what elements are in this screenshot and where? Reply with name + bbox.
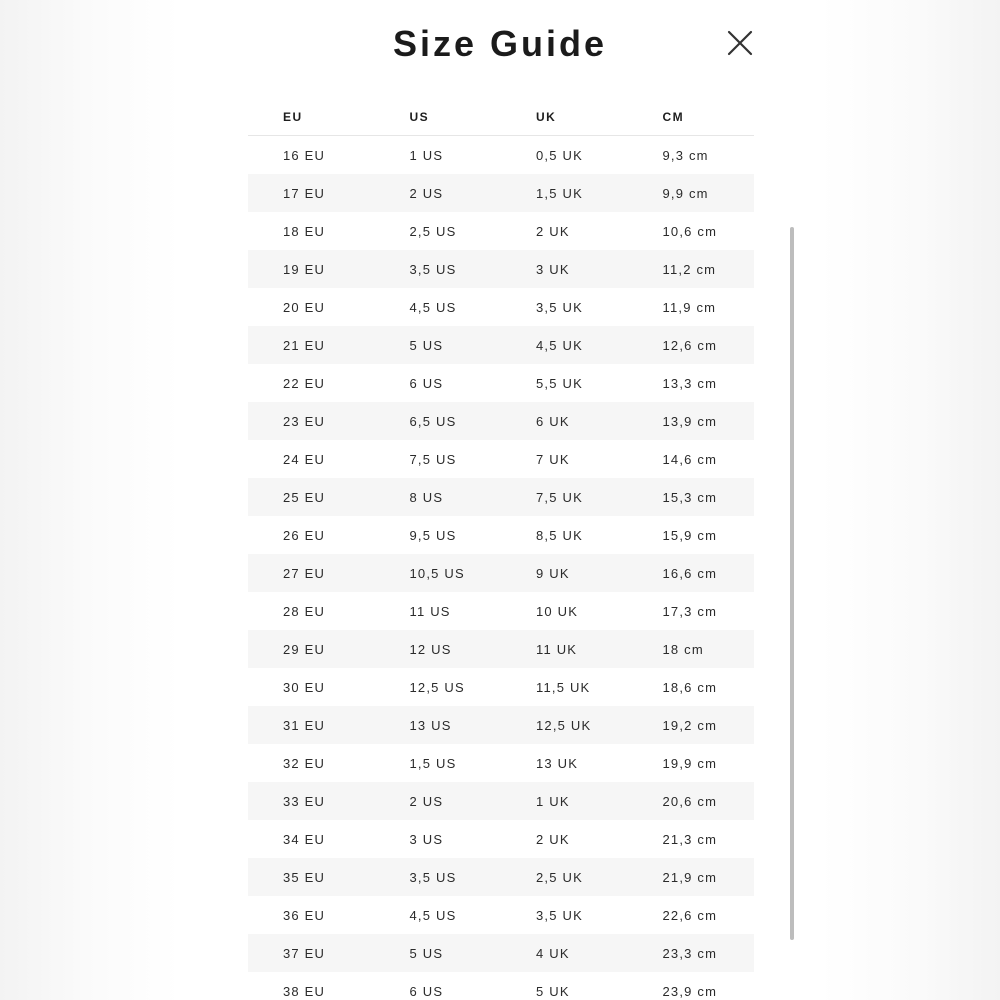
table-row bbox=[248, 174, 754, 212]
cell-uk: 2,5 UK bbox=[501, 858, 628, 896]
table-row bbox=[248, 326, 754, 364]
column-header-uk: UK bbox=[501, 98, 628, 136]
cell-uk: 10 UK bbox=[536, 603, 579, 619]
table-row bbox=[248, 440, 754, 478]
cell-us: 12,5 US bbox=[409, 679, 465, 695]
cell-uk: 11 UK bbox=[501, 630, 628, 668]
cell-uk: 3,5 UK bbox=[536, 907, 583, 923]
cell-us: 2 US bbox=[375, 174, 502, 212]
cell-uk: 2 UK bbox=[536, 831, 570, 847]
cell-eu: 22 EU bbox=[283, 375, 326, 391]
cell-uk: 6 UK bbox=[501, 402, 628, 440]
cell-eu: 19 EU bbox=[248, 250, 375, 288]
table-row bbox=[248, 706, 754, 744]
cell-us: 3,5 US bbox=[375, 858, 502, 896]
cell-us: 2,5 US bbox=[409, 223, 457, 239]
cell-eu: 32 EU bbox=[283, 755, 326, 771]
cell-uk: 4 UK bbox=[501, 934, 628, 972]
cell-eu: 36 EU bbox=[283, 907, 326, 923]
cell-eu: 27 EU bbox=[248, 554, 375, 592]
cell-eu: 33 EU bbox=[248, 782, 375, 820]
cell-us: 6 US bbox=[409, 375, 444, 391]
column-header-eu: EU bbox=[248, 98, 375, 136]
cell-us: 7,5 US bbox=[409, 451, 457, 467]
cell-us: 4,5 US bbox=[409, 299, 457, 315]
table-row bbox=[248, 250, 754, 288]
cell-eu: 34 EU bbox=[283, 831, 326, 847]
column-header-us: US bbox=[375, 98, 502, 136]
cell-eu: 38 EU bbox=[283, 983, 326, 999]
table-row bbox=[248, 668, 754, 706]
cell-us: 1 US bbox=[409, 147, 444, 163]
cell-cm: 22,6 cm bbox=[662, 907, 718, 923]
cell-uk: 4,5 UK bbox=[501, 326, 628, 364]
cell-eu: 23 EU bbox=[248, 402, 375, 440]
close-button[interactable] bbox=[725, 28, 755, 58]
table-row bbox=[248, 934, 754, 972]
cell-uk: 3,5 UK bbox=[536, 299, 583, 315]
cell-cm: 11,2 cm bbox=[628, 250, 755, 288]
cell-cm: 9,9 cm bbox=[628, 174, 755, 212]
size-table-container bbox=[248, 98, 754, 1000]
table-row bbox=[248, 478, 754, 516]
table-row bbox=[248, 554, 754, 592]
table-row bbox=[248, 212, 754, 250]
table-row bbox=[248, 402, 754, 440]
table-header-row bbox=[248, 98, 754, 136]
cell-us: 6 US bbox=[409, 983, 444, 999]
cell-cm: 15,9 cm bbox=[662, 527, 718, 543]
modal-title: Size Guide bbox=[392, 23, 608, 64]
cell-cm: 10,6 cm bbox=[662, 223, 718, 239]
close-icon bbox=[725, 28, 755, 58]
cell-cm: 15,3 cm bbox=[628, 478, 755, 516]
cell-uk: 12,5 UK bbox=[501, 706, 628, 744]
cell-us: 13 US bbox=[375, 706, 502, 744]
cell-cm: 12,6 cm bbox=[628, 326, 755, 364]
column-header-cm: CM bbox=[628, 98, 755, 136]
table-row bbox=[248, 630, 754, 668]
cell-uk: 1 UK bbox=[501, 782, 628, 820]
cell-cm: 17,3 cm bbox=[662, 603, 718, 619]
cell-us: 5 US bbox=[375, 934, 502, 972]
cell-us: 10,5 US bbox=[375, 554, 502, 592]
cell-uk: 2 UK bbox=[536, 223, 570, 239]
cell-eu: 26 EU bbox=[283, 527, 326, 543]
cell-eu: 24 EU bbox=[283, 451, 326, 467]
cell-cm: 11,9 cm bbox=[662, 299, 717, 315]
cell-us: 3 US bbox=[409, 831, 444, 847]
size-guide-modal bbox=[200, 0, 800, 1000]
table-row bbox=[248, 972, 754, 1000]
cell-uk: 7,5 UK bbox=[501, 478, 628, 516]
cell-us: 6,5 US bbox=[375, 402, 502, 440]
cell-cm: 13,9 cm bbox=[628, 402, 755, 440]
table-row bbox=[248, 744, 754, 782]
table-row bbox=[248, 820, 754, 858]
cell-us: 9,5 US bbox=[409, 527, 457, 543]
cell-uk: 8,5 UK bbox=[536, 527, 583, 543]
cell-eu: 16 EU bbox=[283, 147, 326, 163]
cell-uk: 13 UK bbox=[536, 755, 579, 771]
cell-cm: 19,2 cm bbox=[628, 706, 755, 744]
cell-cm: 23,9 cm bbox=[662, 983, 718, 999]
cell-uk: 7 UK bbox=[536, 451, 570, 467]
cell-cm: 14,6 cm bbox=[662, 451, 718, 467]
cell-cm: 9,3 cm bbox=[662, 147, 709, 163]
cell-eu: 31 EU bbox=[248, 706, 375, 744]
cell-uk: 9 UK bbox=[501, 554, 628, 592]
cell-cm: 21,3 cm bbox=[662, 831, 718, 847]
cell-us: 4,5 US bbox=[409, 907, 457, 923]
cell-us: 11 US bbox=[409, 603, 451, 619]
cell-us: 8 US bbox=[375, 478, 502, 516]
table-row bbox=[248, 364, 754, 402]
table-row bbox=[248, 592, 754, 630]
cell-eu: 18 EU bbox=[283, 223, 326, 239]
cell-cm: 21,9 cm bbox=[628, 858, 755, 896]
cell-eu: 30 EU bbox=[283, 679, 326, 695]
size-table bbox=[248, 98, 754, 1000]
cell-uk: 1,5 UK bbox=[501, 174, 628, 212]
cell-uk: 5 UK bbox=[536, 983, 570, 999]
table-row bbox=[248, 516, 754, 554]
cell-eu: 17 EU bbox=[248, 174, 375, 212]
cell-us: 1,5 US bbox=[409, 755, 457, 771]
cell-uk: 5,5 UK bbox=[536, 375, 583, 391]
table-row bbox=[248, 782, 754, 820]
cell-us: 2 US bbox=[375, 782, 502, 820]
cell-eu: 29 EU bbox=[248, 630, 375, 668]
scrollbar[interactable] bbox=[790, 227, 794, 940]
cell-eu: 21 EU bbox=[248, 326, 375, 364]
cell-cm: 13,3 cm bbox=[662, 375, 718, 391]
cell-cm: 19,9 cm bbox=[662, 755, 718, 771]
cell-uk: 11,5 UK bbox=[536, 679, 591, 695]
cell-cm: 18 cm bbox=[628, 630, 755, 668]
table-row bbox=[248, 288, 754, 326]
cell-cm: 23,3 cm bbox=[628, 934, 755, 972]
cell-cm: 20,6 cm bbox=[628, 782, 755, 820]
cell-uk: 3 UK bbox=[501, 250, 628, 288]
table-row bbox=[248, 896, 754, 934]
table-row bbox=[248, 136, 754, 175]
cell-eu: 28 EU bbox=[283, 603, 326, 619]
cell-eu: 25 EU bbox=[248, 478, 375, 516]
cell-us: 12 US bbox=[375, 630, 502, 668]
table-row bbox=[248, 858, 754, 896]
cell-cm: 18,6 cm bbox=[662, 679, 718, 695]
cell-us: 3,5 US bbox=[375, 250, 502, 288]
cell-eu: 35 EU bbox=[248, 858, 375, 896]
cell-eu: 37 EU bbox=[248, 934, 375, 972]
cell-uk: 0,5 UK bbox=[536, 147, 583, 163]
cell-us: 5 US bbox=[375, 326, 502, 364]
cell-cm: 16,6 cm bbox=[628, 554, 755, 592]
cell-eu: 20 EU bbox=[283, 299, 326, 315]
